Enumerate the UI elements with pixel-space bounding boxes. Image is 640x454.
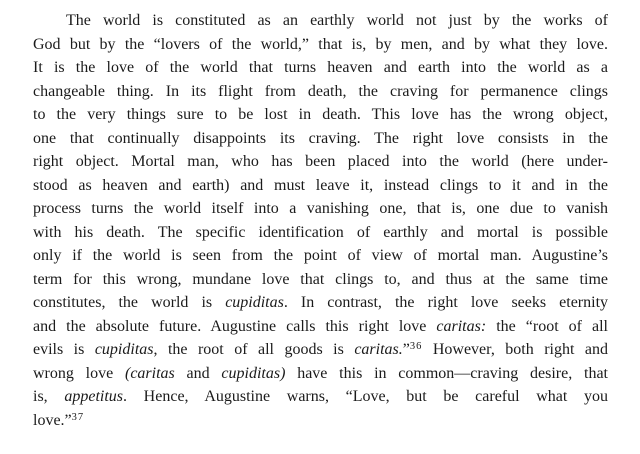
- text-run: ”: [402, 341, 410, 358]
- text-run: with his death. The specific identification of earthly and mortal is possible: [33, 223, 608, 241]
- text-line: [33, 127, 608, 151]
- text-line: [33, 174, 608, 198]
- text-line: [33, 80, 608, 104]
- text-line: [33, 33, 608, 57]
- text-run: the “root of all: [486, 317, 608, 335]
- text-run: right object. Mortal man, who has been placed into the world (here under-: [33, 153, 608, 170]
- paragraph-body-text: [33, 9, 608, 432]
- text-run: one that continually disappoints its craving. The right love consists in the: [33, 129, 608, 147]
- text-run: to the very things sure to be lost in death. This love has the wrong object,: [33, 106, 608, 123]
- text-run: and the absolute future. Augustine calls this right love: [33, 317, 437, 335]
- text-line: [33, 56, 608, 80]
- text-line: [33, 197, 608, 221]
- text-run: It is the love of the world that turns heaven and earth into the world as a: [33, 59, 608, 76]
- text-run: constitutes, the world is: [33, 294, 226, 311]
- text-run: . Hence, Augustine warns, “Love, but be careful what you: [123, 388, 608, 405]
- text-line: [33, 338, 608, 362]
- text-run: only if the world is seen from the point of view of mortal man. Augustine’s: [33, 247, 608, 264]
- text-run: and: [174, 364, 222, 382]
- text-run: However, both right and: [422, 341, 608, 358]
- text-run: The world is constituted as an earthly world not just by the works of: [66, 12, 608, 29]
- text-line: [33, 409, 608, 433]
- text-line: [33, 315, 608, 339]
- text-run: love.”: [33, 411, 72, 429]
- text-line: [33, 362, 608, 386]
- footnote-reference: 36: [409, 341, 423, 352]
- text-line: [33, 150, 608, 174]
- text-line: [33, 221, 608, 245]
- text-run: , the root of all goods is: [153, 341, 355, 358]
- text-run: is,: [33, 388, 65, 405]
- latin-term: cupiditas: [94, 341, 154, 358]
- text-run: wrong love: [33, 364, 125, 382]
- text-run: process turns the world itself into a vanishing one, that is, one due to vanish: [33, 200, 608, 217]
- latin-term: cupiditas): [221, 364, 286, 382]
- text-line: [33, 103, 608, 127]
- footnote-reference: 37: [71, 411, 85, 423]
- text-line: [33, 385, 608, 409]
- text-run: stood as heaven and earth) and must leave it, instead clings to it and in the: [33, 176, 608, 194]
- text-run: changeable thing. In its flight from death, the craving for permanence clings: [33, 82, 608, 100]
- latin-term: caritas:: [436, 317, 487, 335]
- text-run: . In contrast, the right love seeks eternity: [283, 294, 608, 311]
- latin-term: appetitus: [64, 388, 124, 405]
- latin-term: cupiditas: [225, 294, 284, 311]
- text-line: [33, 291, 608, 315]
- text-line: [33, 9, 608, 33]
- text-line: [33, 268, 608, 292]
- latin-term: caritas.: [354, 341, 403, 358]
- text-run: God but by the “lovers of the world,” that is, by men, and by what they love.: [33, 35, 608, 53]
- text-line: [33, 244, 608, 268]
- text-run: evils is: [33, 341, 95, 358]
- text-run: term for this wrong, mundane love that clings to, and thus at the same time: [33, 270, 608, 288]
- latin-term: (caritas: [124, 364, 175, 382]
- text-run: have this in common—craving desire, that: [285, 364, 608, 382]
